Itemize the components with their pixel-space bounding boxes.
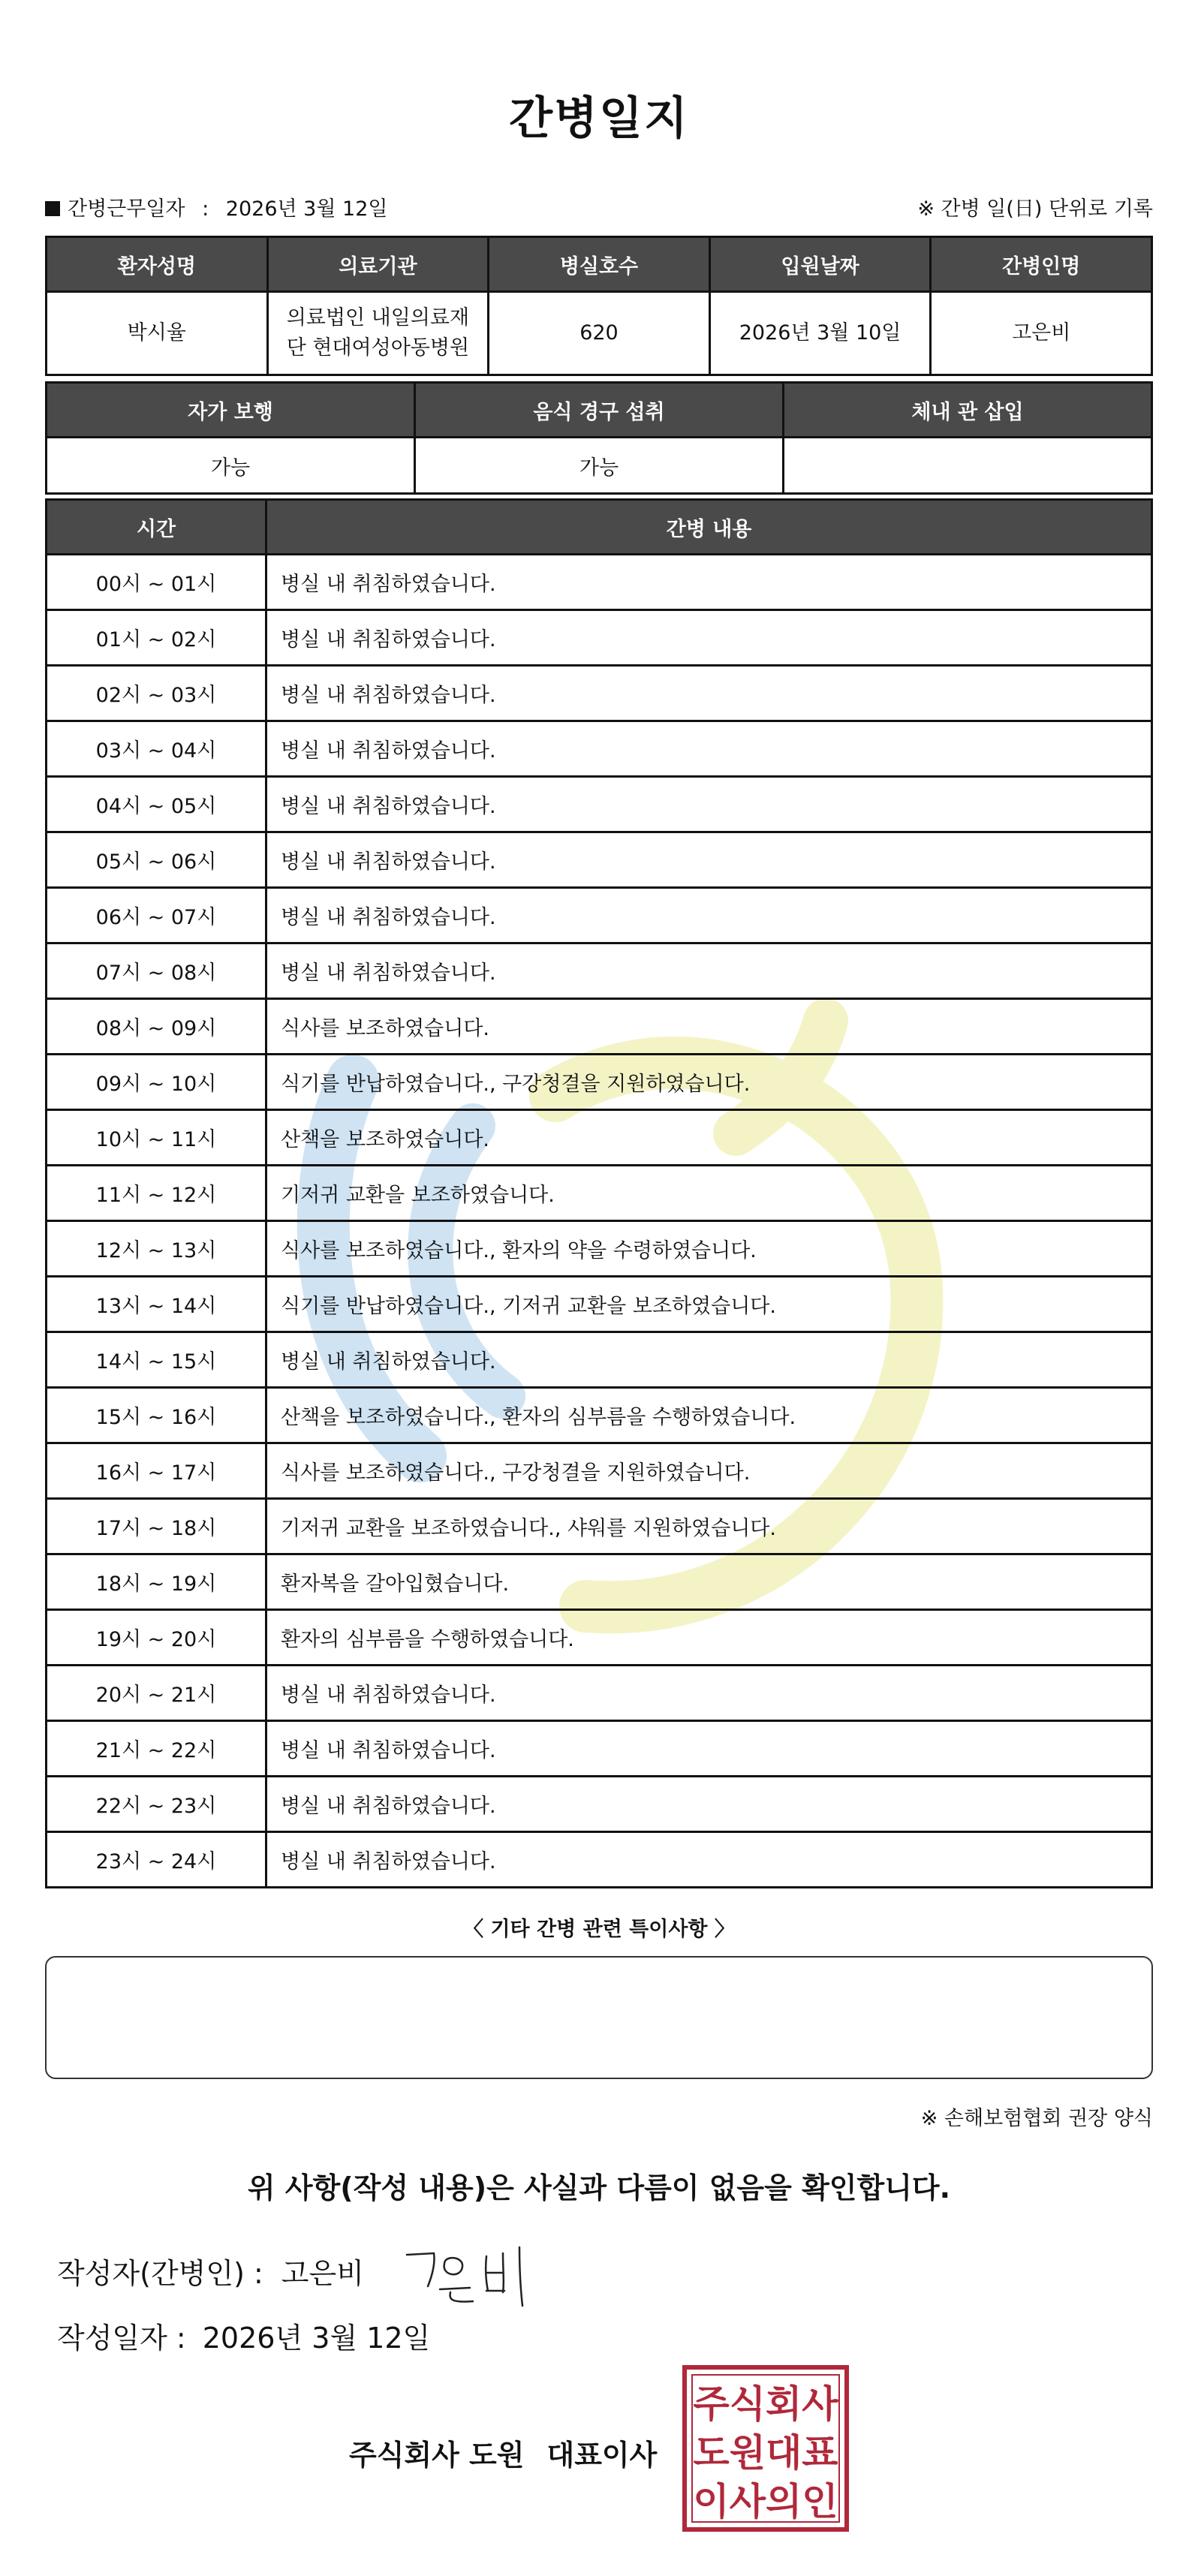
svg-text:이사의인: 이사의인 [693,2480,838,2523]
table-row [47,1721,1152,1777]
log-content: 병실 내 취침하였습니다. [266,666,1152,721]
square-bullet-icon [45,201,60,216]
log-content: 기저귀 교환을 보조하였습니다. [266,1166,1152,1221]
log-content: 병실 내 취침하였습니다. [266,943,1152,999]
document-page [45,0,1153,2576]
table-row [47,1277,1152,1332]
log-content: 병실 내 취침하였습니다. [266,888,1152,943]
work-date-label: 간병근무일자 [68,197,185,221]
remarks-box [45,1956,1153,2079]
table-row [47,1777,1152,1832]
table-row [47,1166,1152,1221]
caregiver-name: 고은비 [931,292,1152,375]
table-row [47,1221,1152,1277]
table-row [47,555,1152,610]
header-walking: 자가 보행 [47,383,415,438]
log-content: 기저귀 교환을 보조하였습니다., 샤워를 지원하였습니다. [266,1499,1152,1554]
log-content: 병실 내 취침하였습니다. [266,1666,1152,1721]
log-time: 14시 ~ 15시 [47,1332,266,1388]
log-time: 18시 ~ 19시 [47,1554,266,1610]
log-time: 09시 ~ 10시 [47,1055,266,1110]
log-time: 00시 ~ 01시 [47,555,266,610]
log-time: 07시 ~ 08시 [47,943,266,999]
log-time: 10시 ~ 11시 [47,1110,266,1166]
table-row [47,943,1152,999]
log-content: 병실 내 취침하였습니다. [266,721,1152,777]
care-log-table [45,498,1153,1888]
table-row [47,721,1152,777]
log-content: 병실 내 취침하였습니다. [266,610,1152,666]
table-row [47,1110,1152,1166]
svg-text:주식회사: 주식회사 [693,2382,838,2426]
log-content: 병실 내 취침하였습니다. [266,1332,1152,1388]
log-time: 08시 ~ 09시 [47,999,266,1055]
recommend-note: ※ 손해보험협회 권장 양식 [920,2107,1153,2130]
log-content: 식기를 반납하였습니다., 기저귀 교환을 보조하였습니다. [266,1277,1152,1332]
log-time: 04시 ~ 05시 [47,777,266,832]
table-row [47,1666,1152,1721]
table-row [47,1499,1152,1554]
company-line [349,2432,679,2473]
log-content: 식사를 보조하였습니다., 환자의 약을 수령하였습니다. [266,1221,1152,1277]
room-number: 620 [489,292,710,375]
written-date-value: 2026년 3월 12일 [202,2322,431,2355]
company-name: 주식회사 도원 [349,2439,525,2472]
header-patient-name: 환자성명 [47,237,268,292]
hospital-line-2: 단 현대여성아동병원 [286,336,470,360]
header-admission-date: 입원날짜 [709,237,931,292]
header-hospital: 의료기관 [267,237,489,292]
header-tube: 체내 관 삽입 [784,383,1152,438]
log-content: 병실 내 취침하였습니다. [266,1777,1152,1832]
log-time: 19시 ~ 20시 [47,1610,266,1666]
log-time: 11시 ~ 12시 [47,1166,266,1221]
log-content: 병실 내 취침하였습니다. [266,1721,1152,1777]
table-row [47,666,1152,721]
care-status-table [45,381,1153,495]
log-content: 산책을 보조하였습니다., 환자의 심부름을 수행하였습니다. [266,1388,1152,1443]
table-row [47,1055,1152,1110]
table-row [47,999,1152,1055]
header-oral-intake: 음식 경구 섭취 [415,383,784,438]
patient-info-table [45,236,1153,376]
company-seal-stamp [682,2364,850,2532]
log-content: 병실 내 취침하였습니다. [266,555,1152,610]
log-time: 13시 ~ 14시 [47,1277,266,1332]
log-content: 식기를 반납하였습니다., 구강청결을 지원하였습니다. [266,1055,1152,1110]
log-content: 식사를 보조하였습니다. [266,999,1152,1055]
writer-name: 고은비 [281,2257,364,2290]
header-caregiver: 간병인명 [931,237,1152,292]
work-date-colon: : [202,197,209,221]
header-room: 병실호수 [489,237,710,292]
log-content: 병실 내 취침하였습니다. [266,832,1152,888]
written-date-line [57,2315,430,2356]
work-date-value: 2026년 3월 12일 [225,197,388,221]
header-care-content: 간병 내용 [266,500,1152,555]
log-content: 병실 내 취침하였습니다. [266,777,1152,832]
log-time: 17시 ~ 18시 [47,1499,266,1554]
table-row [47,1388,1152,1443]
table-row [47,610,1152,666]
confirmation-statement: 위 사항(작성 내용)은 사실과 다름이 없음을 확인합니다. [247,2171,951,2204]
log-time: 02시 ~ 03시 [47,666,266,721]
log-time: 16시 ~ 17시 [47,1443,266,1499]
handwritten-signature [398,2234,578,2309]
log-content: 환자복을 갈아입혔습니다. [266,1554,1152,1610]
oral-intake-value: 가능 [415,438,784,494]
log-time: 05시 ~ 06시 [47,832,266,888]
log-time: 15시 ~ 16시 [47,1388,266,1443]
page-title: 간병일지 [509,92,689,145]
header-time: 시간 [47,500,266,555]
log-time: 01시 ~ 02시 [47,610,266,666]
table-row [47,888,1152,943]
log-time: 22시 ~ 23시 [47,1777,266,1832]
hospital-name [267,292,489,375]
meta-row [45,192,1153,225]
log-time: 03시 ~ 04시 [47,721,266,777]
admission-date: 2026년 3월 10일 [709,292,931,375]
writer-label: 작성자(간병인) : [57,2257,263,2290]
log-time: 12시 ~ 13시 [47,1221,266,1277]
walking-value: 가능 [47,438,415,494]
log-content: 식사를 보조하였습니다., 구강청결을 지원하였습니다. [266,1443,1152,1499]
company-title: 대표이사 [546,2439,658,2472]
table-row [47,777,1152,832]
table-row [47,1443,1152,1499]
log-time: 21시 ~ 22시 [47,1721,266,1777]
log-content: 산책을 보조하였습니다. [266,1110,1152,1166]
patient-name: 박시율 [47,292,268,375]
log-content: 환자의 심부름을 수행하였습니다. [266,1610,1152,1666]
table-row [47,1610,1152,1666]
table-row [47,1554,1152,1610]
svg-text:도원대표: 도원대표 [693,2431,838,2475]
table-row [47,1832,1152,1888]
log-time: 23시 ~ 24시 [47,1832,266,1888]
writer-line [57,2250,364,2292]
work-date [45,192,387,221]
hospital-line-1: 의료법인 내일의료재 [286,306,470,330]
log-time: 06시 ~ 07시 [47,888,266,943]
written-date-label: 작성일자 : [57,2322,186,2355]
log-time: 20시 ~ 21시 [47,1666,266,1721]
remarks-title: 〈 기타 간병 관련 특이사항 〉 [463,1918,735,1941]
care-log-body [47,555,1152,1888]
table-row [47,1332,1152,1388]
tube-value [784,438,1152,494]
unit-note: ※ 간병 일(日) 단위로 기록 [917,197,1153,221]
log-content: 병실 내 취침하였습니다. [266,1832,1152,1888]
table-row [47,832,1152,888]
